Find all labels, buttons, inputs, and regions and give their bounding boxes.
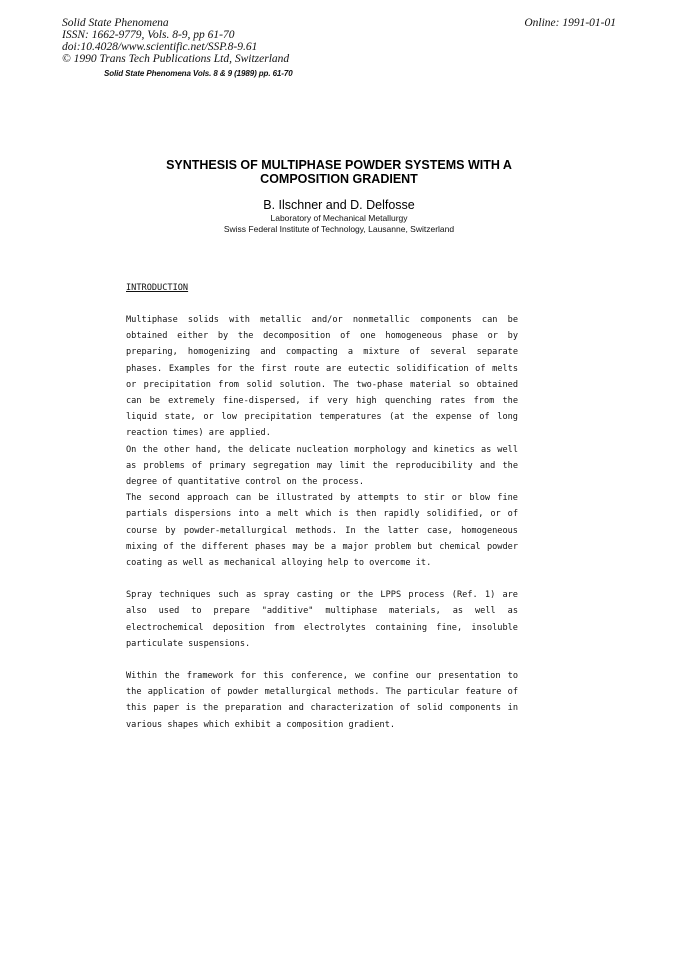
paragraph: Spray techniques such as spray casting or the LPPS process (Ref. 1) are also used to prepare "additive" multiphase materials, as well as electrochemical deposition from electrolytes containing fine, insoluble particulate suspensions.: [126, 590, 518, 649]
journal-name: Solid State Phenomena: [62, 17, 169, 29]
online-date: Online: 1991-01-01: [524, 17, 616, 29]
affiliation-institute: Swiss Federal Institute of Technology, Lausanne, Switzerland: [223, 224, 455, 234]
copyright-line: © 1990 Trans Tech Publications Ltd, Switzerland: [62, 53, 290, 65]
affiliation: [60, 213, 618, 235]
title-line-2: COMPOSITION GRADIENT: [260, 172, 418, 186]
doi-line: doi:10.4028/www.scientific.net/SSP.8-9.61: [62, 41, 258, 53]
title-line-1: SYNTHESIS OF MULTIPHASE POWDER SYSTEMS WITH A: [166, 158, 512, 172]
paragraph: The second approach can be illustrated by attempts to stir or blow fine partials dispersions into a melt which is then rapidly solidified, or of course by powder-metallurgical methods. In the latter case, homogeneous mixing of the different phases may be a major problem but chemical powder coating as well as mechanical alloying help to overcome it.: [126, 493, 518, 569]
issn-line: ISSN: 1662-9779, Vols. 8-9, pp 61-70: [62, 29, 235, 41]
section-heading: INTRODUCTION: [126, 283, 189, 293]
affiliation-lab: Laboratory of Mechanical Metallurgy: [270, 213, 408, 223]
body-text: [126, 312, 518, 733]
paragraph: Within the framework for this conference, we confine our presentation to the application of powder metallurgical methods. The particular feature of this paper is the preparation and characterization of solid components in various shapes which exhibit a composition gradient.: [126, 671, 518, 730]
authors: B. Ilschner and D. Delfosse: [263, 198, 415, 212]
paragraph: On the other hand, the delicate nucleation morphology and kinetics as well as problems of primary segregation may limit the reproducibility and the degree of quantitative control on the process.: [126, 444, 518, 488]
citation-block: [62, 17, 289, 65]
paragraph: Multiphase solids with metallic and/or nonmetallic components can be obtained either by the decomposition of one homogeneous phase or by preparing, homogenizing and compacting a mixture of several separate phases. Examples for the first route are eutectic solidification of melts or precipitation from solid solution. The two-phase material so obtained can be extremely fine-dispersed, if very high quenching rates from the liquid state, or low precipitation temperatures (at the expense of long reaction times) are applied.: [126, 315, 518, 439]
paper-title: [60, 158, 618, 186]
journal-volume-line: Solid State Phenomena Vols. 8 & 9 (1989) pp. 61-70: [104, 69, 293, 78]
